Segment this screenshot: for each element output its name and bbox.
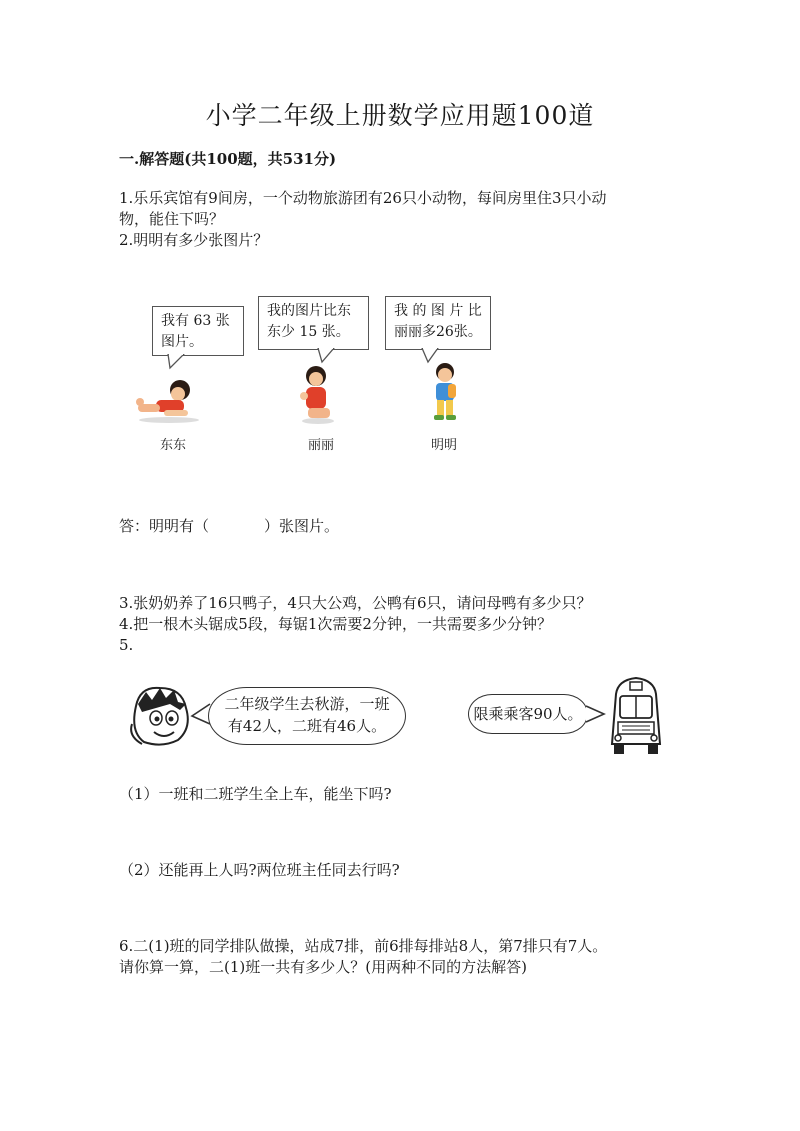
cartoon-face-icon [126,684,192,748]
question-6-line-1: 6.二(1)班的同学排队做操，站成7排，前6排每排站8人，第7排只有7人。 [119,937,608,955]
question-5-sub-2: （2）还能再上人吗?两位班主任同去行吗? [119,861,400,879]
question-2-text: 2.明明有多少张图片？ [119,231,269,249]
question-3-text: 3.张奶奶养了16只鸭子，4只大公鸡，公鸭有6只，请问母鸭有多少只？ [119,594,592,612]
question-6-line-2: 请你算一算，二(1)班一共有多少人？(用两种不同的方法解答) [119,958,527,976]
section-heading: 一.解答题(共100题，共531分) [119,150,337,168]
boy-standing-icon [428,362,462,428]
question-2-answer-line [119,516,339,537]
question-5-number: 5. [119,636,134,654]
name-mingming: 明明 [430,438,457,453]
answer-prefix: 答：明明有（ [119,517,210,535]
cloud-1-line-1: 二年级学生去秋游，一班 [224,695,390,713]
bubble-1-line-1: 我有 63 张 [161,313,230,329]
speech-cloud-class-counts [208,687,406,745]
bubble-1-tail [166,354,190,370]
question-1-line-2: 物，能住下吗？ [119,210,225,228]
answer-suffix: ）张图片。 [264,517,340,535]
name-lili: 丽丽 [307,438,334,453]
boy-lying-icon [134,376,204,426]
bubble-3-line-1: 我 的 图 片 比 [394,303,482,319]
speech-bubble-dongdong [152,306,244,356]
question-5-sub-1: （1）一班和二班学生全上车，能坐下吗? [119,785,392,803]
name-dongdong: 东东 [159,438,186,453]
cloud-1-line-2: 有42人，二班有46人。 [227,717,387,735]
bubble-2-tail [316,348,340,364]
question-4-text: 4.把一根木头锯成5段，每锯1次需要2分钟，一共需要多少分钟？ [119,615,552,633]
cloud-2-text: 限乘乘客90人。 [473,705,583,723]
bubble-3-line-2: 丽丽多26张。 [394,324,482,340]
question-1-line-1: 1.乐乐宾馆有9间房，一个动物旅游团有26只小动物，每间房里住3只小动 [119,189,607,207]
speech-bubble-lili [258,296,369,350]
page-title: 小学二年级上册数学应用题100道 [205,101,595,130]
bubble-1-line-2: 图片。 [161,334,203,350]
bubble-2-line-2: 东少 15 张。 [267,324,350,340]
bus-icon [604,674,668,758]
speech-bubble-mingming [385,296,491,350]
girl-sitting-icon [298,364,338,426]
bubble-2-line-1: 我的图片比东 [267,303,351,319]
speech-cloud-bus-capacity [468,694,588,734]
